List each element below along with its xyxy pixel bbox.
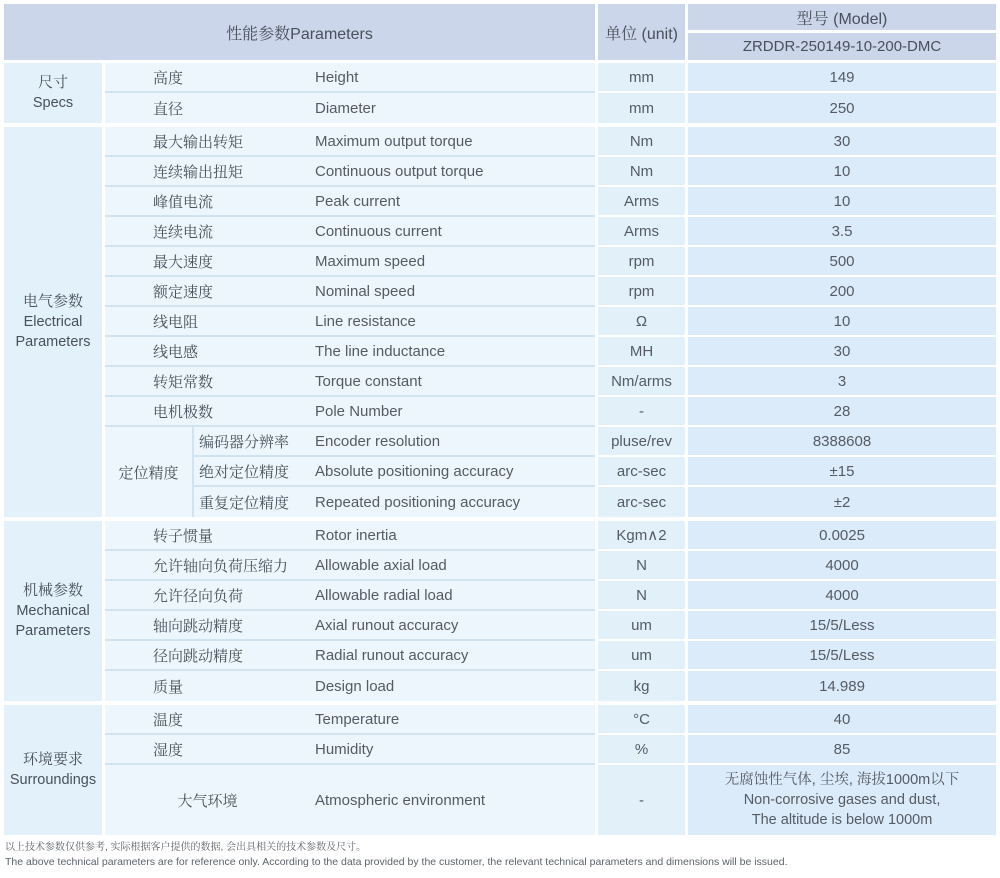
group-label-en: Electrical Parameters [15, 314, 91, 350]
group-electrical [4, 127, 996, 517]
param-unit: N [595, 551, 685, 581]
param-value: 500 [685, 247, 996, 277]
param-unit: °C [595, 705, 685, 735]
group-mechanical [4, 521, 996, 701]
value-line: The altitude is below 1000m [751, 812, 933, 828]
param-unit: - [595, 765, 685, 835]
param-name-cn: 高度 [105, 63, 310, 93]
param-name-cn: 线电阻 [105, 307, 310, 337]
param-name-cn: 编码器分辨率 [192, 427, 310, 457]
param-name-cn: 电机极数 [105, 397, 310, 427]
param-name-en: Design load [310, 671, 595, 701]
table-row [4, 127, 996, 157]
param-name-cn: 径向跳动精度 [105, 641, 310, 671]
param-value: ±2 [685, 487, 996, 517]
param-name-cn: 转矩常数 [105, 367, 310, 397]
table-row [4, 671, 996, 701]
model-code: ZRDDR-250149-10-200-DMC [685, 33, 996, 63]
param-unit: Nm/arms [595, 367, 685, 397]
param-value: 10 [685, 157, 996, 187]
param-name-en: Peak current [310, 187, 595, 217]
table-row [4, 765, 996, 835]
param-value: 10 [685, 307, 996, 337]
param-name-en: Rotor inertia [310, 521, 595, 551]
param-value: 0.0025 [685, 521, 996, 551]
param-value: 8388608 [685, 427, 996, 457]
table-row [4, 93, 996, 123]
param-value: 15/5/Less [685, 641, 996, 671]
param-unit: um [595, 611, 685, 641]
param-name-en: Absolute positioning accuracy [310, 457, 595, 487]
param-unit: rpm [595, 247, 685, 277]
param-name-cn: 连续输出扭矩 [105, 157, 310, 187]
param-value: 30 [685, 127, 996, 157]
value-line: Non-corrosive gases and dust, [743, 792, 941, 808]
param-name-en: Encoder resolution [310, 427, 595, 457]
param-name-en: Radial runout accuracy [310, 641, 595, 671]
param-unit: kg [595, 671, 685, 701]
param-unit: MH [595, 337, 685, 367]
param-unit: rpm [595, 277, 685, 307]
param-name-en: Pole Number [310, 397, 595, 427]
param-name-cn: 允许径向负荷 [105, 581, 310, 611]
param-name-cn: 轴向跳动精度 [105, 611, 310, 641]
param-name-en: Repeated positioning accuracy [310, 487, 595, 517]
table-row [4, 735, 996, 765]
param-name-en: Continuous current [310, 217, 595, 247]
param-unit: Nm [595, 157, 685, 187]
param-name-cn: 最大速度 [105, 247, 310, 277]
param-name-en: Axial runout accuracy [310, 611, 595, 641]
param-name-en: Continuous output torque [310, 157, 595, 187]
param-value: 3.5 [685, 217, 996, 247]
param-value: 200 [685, 277, 996, 307]
param-value: 4000 [685, 581, 996, 611]
subgroup-label-positioning: 定位精度 [105, 427, 192, 517]
table-row [4, 337, 996, 367]
param-value: 30 [685, 337, 996, 367]
param-name-en: Nominal speed [310, 277, 595, 307]
param-unit: Arms [595, 187, 685, 217]
param-unit: % [595, 735, 685, 765]
param-name-en: Diameter [310, 93, 595, 123]
param-name-cn: 最大输出转矩 [105, 127, 310, 157]
group-label-cn: 尺寸 [37, 74, 68, 91]
param-name-en: Maximum speed [310, 247, 595, 277]
table-row [4, 611, 996, 641]
group-label-en: Specs [32, 95, 74, 111]
param-unit: N [595, 581, 685, 611]
param-name-en: Temperature [310, 705, 595, 735]
param-name-en: Maximum output torque [310, 127, 595, 157]
table-row [4, 63, 996, 93]
group-label-specs [4, 63, 105, 123]
table-row [4, 367, 996, 397]
param-name-en: Line resistance [310, 307, 595, 337]
group-label-cn: 机械参数 [22, 582, 83, 599]
param-unit: Nm [595, 127, 685, 157]
header-model-label: 型号 (Model) [685, 4, 996, 33]
param-name-cn: 湿度 [105, 735, 310, 765]
table-row [4, 581, 996, 611]
param-value: 10 [685, 187, 996, 217]
header-unit: 单位 (unit) [595, 4, 685, 63]
param-name-cn: 温度 [105, 705, 310, 735]
param-value: 15/5/Less [685, 611, 996, 641]
param-name-cn: 大气环境 [105, 765, 310, 835]
param-value [685, 765, 996, 835]
param-unit: Ω [595, 307, 685, 337]
param-unit: - [595, 397, 685, 427]
param-name-cn: 峰值电流 [105, 187, 310, 217]
table-header [4, 4, 996, 63]
param-value: 4000 [685, 551, 996, 581]
param-name-en: Atmospheric environment [310, 765, 595, 835]
table-row [4, 551, 996, 581]
param-name-cn: 重复定位精度 [192, 487, 310, 517]
param-name-cn: 转子惯量 [105, 521, 310, 551]
table-row [4, 307, 996, 337]
param-name-en: Humidity [310, 735, 595, 765]
group-label-en: Mechanical Parameters [15, 603, 91, 639]
table-row [4, 641, 996, 671]
group-label-en: Surroundings [9, 772, 97, 788]
footnote-cn: 以上技术参数仅供参考, 实际根据客户提供的数据, 会出具相关的技术参数及尺寸。 [5, 842, 367, 853]
param-unit: mm [595, 63, 685, 93]
group-label-electrical [4, 127, 105, 517]
table-row [4, 157, 996, 187]
param-unit: Arms [595, 217, 685, 247]
param-unit: mm [595, 93, 685, 123]
param-value: 40 [685, 705, 996, 735]
table-row [4, 705, 996, 735]
footnotes [5, 841, 996, 869]
param-name-cn: 允许轴向负荷压缩力 [105, 551, 310, 581]
param-unit: arc-sec [595, 487, 685, 517]
group-label-surroundings [4, 705, 105, 835]
param-name-en: Allowable radial load [310, 581, 595, 611]
param-value: 149 [685, 63, 996, 93]
param-name-cn: 质量 [105, 671, 310, 701]
footnote-en: The above technical parameters are for reference only. According to the data provided by the customer, the relevant technical parameters and dimensions will be issued. [5, 856, 788, 868]
group-specs [4, 63, 996, 123]
param-unit: um [595, 641, 685, 671]
group-label-cn: 环境要求 [22, 751, 83, 768]
param-value: 85 [685, 735, 996, 765]
spec-table [4, 4, 996, 835]
param-name-cn: 额定速度 [105, 277, 310, 307]
param-value: 28 [685, 397, 996, 427]
param-name-en: The line inductance [310, 337, 595, 367]
header-parameters: 性能参数Parameters [4, 4, 595, 63]
param-unit: arc-sec [595, 457, 685, 487]
param-value: 14.989 [685, 671, 996, 701]
param-name-cn: 绝对定位精度 [192, 457, 310, 487]
group-label-cn: 电气参数 [22, 293, 83, 310]
group-surroundings [4, 705, 996, 835]
param-value: ±15 [685, 457, 996, 487]
param-name-en: Height [310, 63, 595, 93]
param-unit: Kgm∧2 [595, 521, 685, 551]
value-line: 无腐蚀性气体, 尘埃, 海拔1000m以下 [724, 772, 960, 788]
param-name-en: Allowable axial load [310, 551, 595, 581]
param-name-cn: 直径 [105, 93, 310, 123]
param-value: 3 [685, 367, 996, 397]
table-row [4, 187, 996, 217]
table-row [4, 217, 996, 247]
table-row [4, 521, 996, 551]
param-value: 250 [685, 93, 996, 123]
param-unit: pluse/rev [595, 427, 685, 457]
table-row [4, 277, 996, 307]
param-name-en: Torque constant [310, 367, 595, 397]
table-row [4, 397, 996, 427]
table-row [4, 247, 996, 277]
table-row [4, 427, 996, 457]
param-name-cn: 线电感 [105, 337, 310, 367]
group-label-mechanical [4, 521, 105, 701]
param-name-cn: 连续电流 [105, 217, 310, 247]
